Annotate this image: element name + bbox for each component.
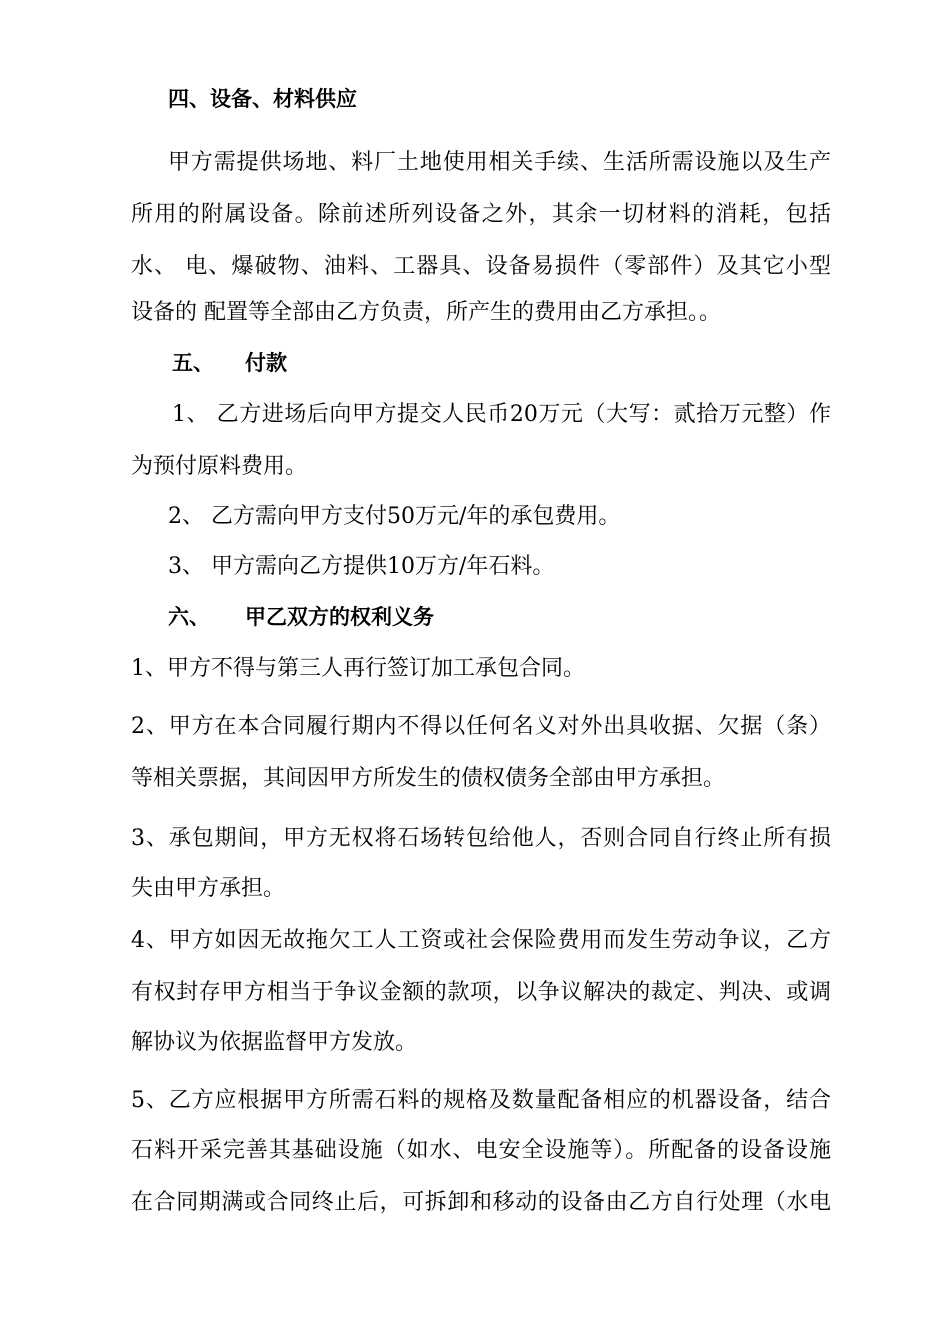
section-5-item-1-line-1: 1、 乙方进场后向甲方提交人民币20万元（大写：贰拾万元整）作 bbox=[172, 402, 831, 427]
section-4-line-3: 水、 电、爆破物、油料、工器具、设备易损件（零部件）及其它小型 bbox=[131, 254, 831, 279]
section-5-title: 付款 bbox=[245, 351, 287, 375]
section-6-item-4-line-1: 4、甲方如因无故拖欠工人工资或社会保险费用而发生劳动争议，乙方 bbox=[131, 928, 831, 953]
section-6-number: 六、 bbox=[168, 605, 210, 629]
section-5-item-2: 2、 乙方需向甲方支付50万元/年的承包费用。 bbox=[168, 504, 621, 529]
section-6-item-5-line-3: 在合同期满或合同终止后，可拆卸和移动的设备由乙方自行处理（水电 bbox=[131, 1190, 831, 1215]
section-5-number: 五、 bbox=[172, 351, 214, 375]
section-6-item-3-line-2: 失由甲方承担。 bbox=[131, 876, 286, 901]
section-6-item-2-line-2: 等相关票据，其间因甲方所发生的债权债务全部由甲方承担。 bbox=[131, 766, 726, 791]
section-6-item-1: 1、甲方不得与第三人再行签订加工承包合同。 bbox=[131, 656, 585, 681]
section-6-item-4-line-2: 有权封存甲方相当于争议金额的款项，以争议解决的裁定、判决、或调 bbox=[131, 980, 831, 1005]
section-5-item-1-line-2: 为预付原料费用。 bbox=[131, 454, 308, 479]
section-6-item-5-line-2: 石料开采完善其基础设施（如水、电安全设施等）。所配备的设备设施 bbox=[131, 1138, 831, 1163]
section-4-line-4: 设备的 配置等全部由乙方负责，所产生的费用由乙方承担。。 bbox=[131, 300, 721, 325]
section-6-item-4-line-3: 解协议为依据监督甲方发放。 bbox=[131, 1030, 418, 1055]
section-6-item-5-line-1: 5、乙方应根据甲方所需石料的规格及数量配备相应的机器设备，结合 bbox=[131, 1088, 831, 1113]
section-6-item-3-line-1: 3、承包期间，甲方无权将石场转包给他人，否则合同自行终止所有损 bbox=[131, 826, 831, 851]
section-4-line-2: 所用的附属设备。除前述所列设备之外，其余一切材料的消耗，包括 bbox=[131, 202, 831, 227]
section-4-line-1: 甲方需提供场地、料厂土地使用相关手续、生活所需设施以及生产 bbox=[168, 150, 831, 175]
section-6-item-2-line-1: 2、甲方在本合同履行期内不得以任何名义对外出具收据、欠据（条） bbox=[131, 714, 831, 739]
section-5-item-3: 3、 甲方需向乙方提供10万方/年石料。 bbox=[168, 554, 555, 579]
section-4-heading: 四、设备、材料供应 bbox=[168, 87, 357, 111]
section-6-title: 甲乙双方的权利义务 bbox=[245, 605, 434, 629]
